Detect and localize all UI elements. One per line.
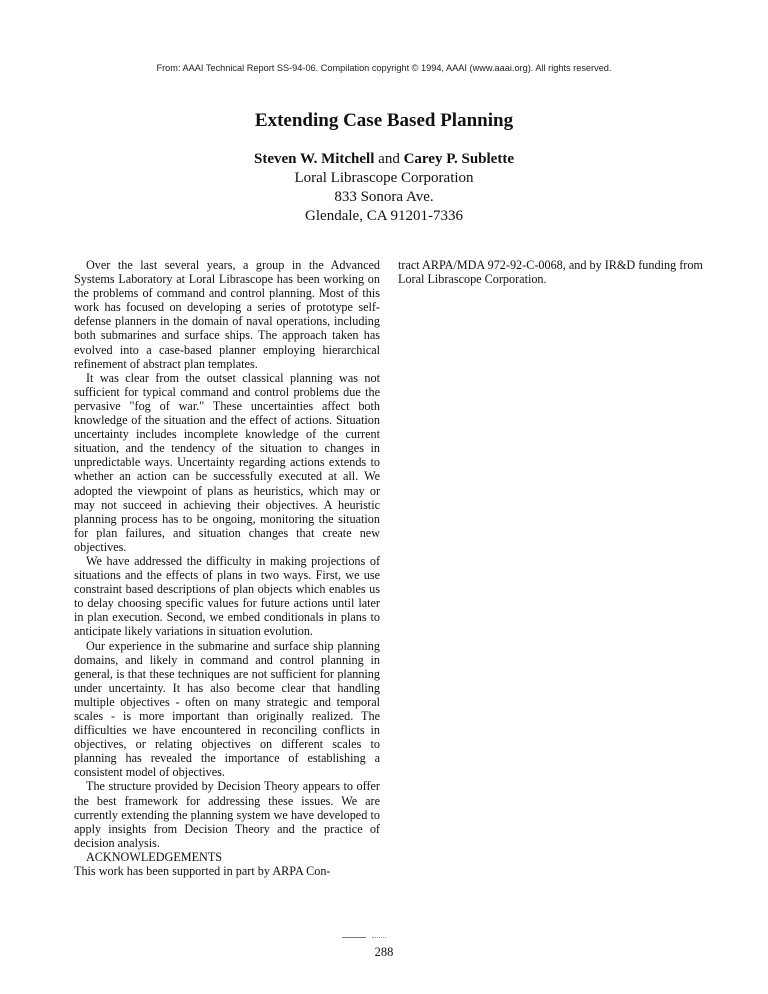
paragraph-3: We have addressed the difficulty in making projections of situations and the effects of plans in two ways. First, we use constraint based descriptions of plan objects which enables us to delay choosing specific values for future actions until later in plan execution. Second, we embed conditionals in plans to anticipate likely variations in situation evolution. xyxy=(74,553,380,639)
paragraph-5: The structure provided by Decision Theory appears to offer the best framework for addressing these issues. We are currently extending the planning system we have developed to apply insights from Decision Theory and the practice of decision analysis. xyxy=(74,779,380,850)
affiliation: Loral Librascope Corporation xyxy=(294,170,474,186)
footer-rule-dotted xyxy=(372,937,386,938)
paragraph-1: Over the last several years, a group in the Advanced Systems Laboratory at Loral Librascope has been working on the problems of command and control planning. Most of this work has focused on developing a series of prototype self-defense planners in the domain of naval operations, including both submarines and surface ships. The approach taken has evolved into a case-based planner employing hierarchical refinement of abstract plan templates. xyxy=(74,258,380,371)
acknowledgements-text-start: This work has been supported in part by ARPA Con- xyxy=(74,864,331,879)
acknowledgements-text-end: tract ARPA/MDA 972-92-C-0068, and by IR&D funding from Loral Librascope Corporation. xyxy=(398,258,703,287)
address-line-2: Glendale, CA 91201-7336 xyxy=(305,208,463,224)
acknowledgements-heading: ACKNOWLEDGEMENTS xyxy=(86,849,223,864)
copyright-notice: From: AAAI Technical Report SS-94-06. Compilation copyright © 1994, AAAI (www.aaai.org). All rights reserved. xyxy=(156,63,612,73)
address-line-1: 833 Sonora Ave. xyxy=(334,189,434,205)
author-name-2: Carey P. Sublette xyxy=(403,151,514,167)
right-column xyxy=(398,258,708,286)
paragraph-2: It was clear from the outset classical planning was not sufficient for typical command and control problems due the pervasive "fog of war." These uncertainties affect both knowledge of the situation and the effect of actions. Situation uncertainty includes incomplete knowledge of the current situation, and the tendency of the situation to changes in unpredictable ways. Uncertainty regarding actions extends to whether an action can be successfully executed at all. We adopted the viewpoint of plans as heuristics, which may or may not succeed in achieving their objectives. A heuristic planning process has to be ongoing, monitoring the situation for plan failures, and situation changes that create new objectives. xyxy=(74,370,380,554)
left-column xyxy=(74,258,380,878)
author-name-1: Steven W. Mitchell xyxy=(253,151,375,167)
paragraph-4: Our experience in the submarine and surface ship planning domains, and likely in command and control planning in general, is that these techniques are not sufficient for planning under uncertainty. It has also become clear that handling multiple objectives - often on many strategic and temporal scales - is more important than originally realized. The difficulties we have encountered in reconciling conflicts in objectives, or relating objectives on different scales to planning has revealed the importance of establishing a consistent model of objectives. xyxy=(74,638,380,780)
author-separator: and xyxy=(378,151,400,167)
footer-rule xyxy=(342,937,366,938)
page-number: 288 xyxy=(374,945,394,959)
author-line xyxy=(0,150,768,169)
author-block xyxy=(0,150,768,226)
paper-title: Extending Case Based Planning xyxy=(254,110,514,131)
